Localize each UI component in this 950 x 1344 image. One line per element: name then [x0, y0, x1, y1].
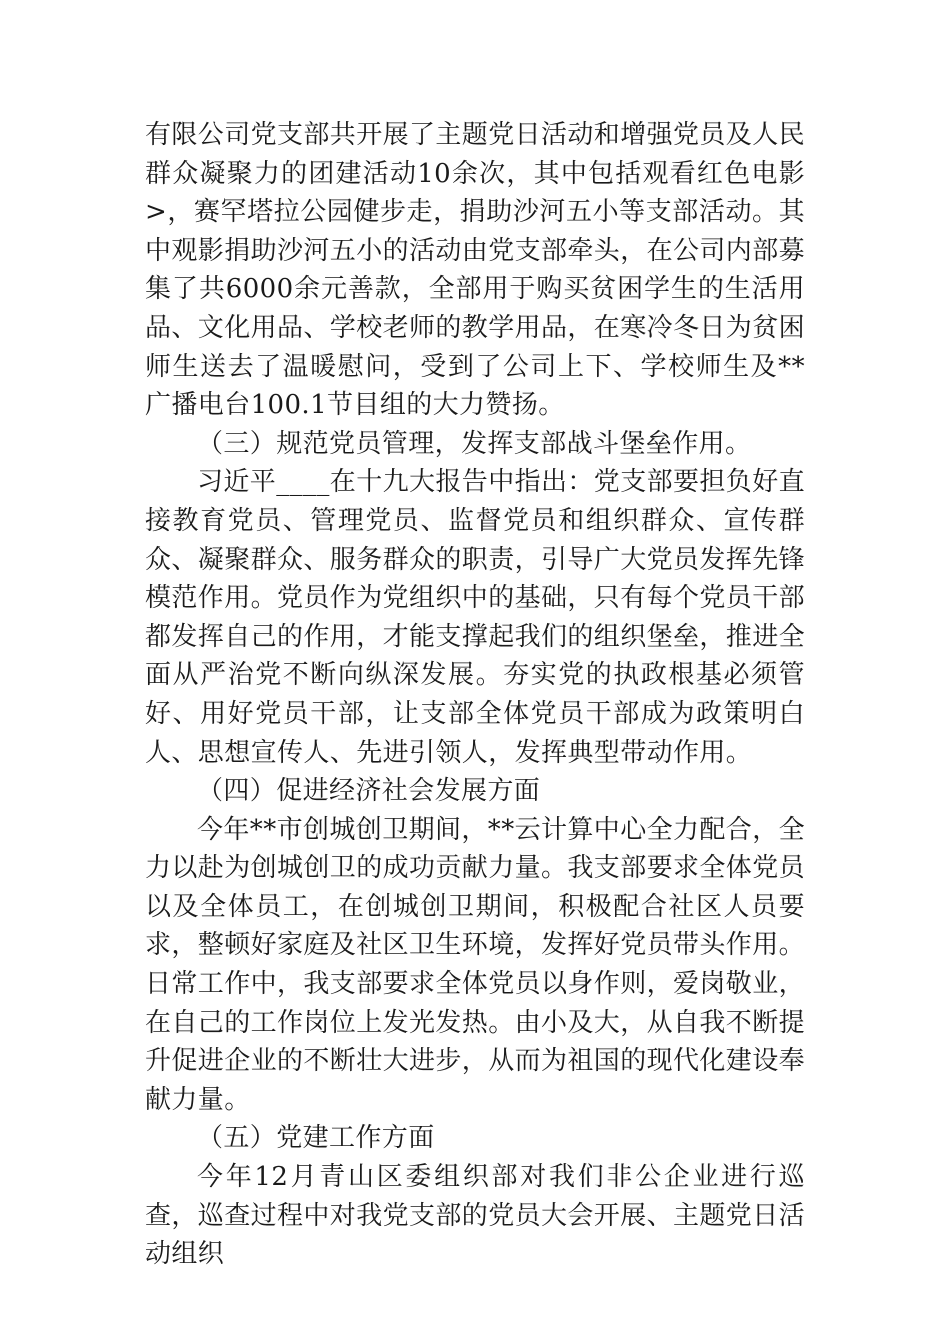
paragraph-party-building-inspection: 今年12月青山区委组织部对我们非公企业进行巡查，巡查过程中对我党支部的党员大会开展、主题党日活动组织 — [145, 1162, 806, 1270]
paragraph-economic-development: 今年**市创城创卫期间，**云计算中心全力配合，全力以赴为创城创卫的成功贡献力量。我支部要求全体党员以及全体员工，在创城创卫期间，积极配合社区人员要求，整顿好家庭及社区卫生环境，发挥好党员带头作用。日常工作中，我支部要求全体党员以身作则，爱岗敬业，在自己的工作岗位上发光发热。由小及大，从自我不断提升促进企业的不断壮大进步，从而为祖国的现代化建设奉献力量。 — [145, 814, 806, 1115]
paragraph-public-welfare-activities: 有限公司党支部共开展了主题党日活动和增强党员及人民群众凝聚力的团建活动10余次，其中包括观看红色电影>，赛罕塔拉公园健步走，捐助沙河五小等支部活动。其中观影捐助沙河五小的活动由党支部牵头，在公司内部募集了共6000余元善款，全部用于购买贫困学生的生活用品、文化用品、学校老师的教学用品，在寒冷冬日为贫困师生送去了温暖慰问，受到了公司上下、学校师生及**广播电台100.1节目组的大力赞扬。 — [145, 120, 806, 421]
document-body — [145, 116, 805, 1274]
section-heading-5: （五）党建工作方面 — [197, 1123, 435, 1154]
section-heading-4: （四）促进经济社会发展方面 — [197, 776, 541, 807]
paragraph-member-management: 习近平____在十九大报告中指出：党支部要担负好直接教育党员、管理党员、监督党员和组织群众、宣传群众、凝聚群众、服务群众的职责，引导广大党员发挥先锋模范作用。党员作为党组织中的基础，只有每个党员干部都发挥自己的作用，才能支撑起我们的组织堡垒，推进全面从严治党不断向纵深发展。夯实党的执政根基必须管好、用好党员干部，让支部全体党员干部成为政策明白人、思想宣传人、先进引领人，发挥典型带动作用。 — [145, 467, 806, 768]
section-heading-3: （三）规范党员管理，发挥支部战斗堡垒作用。 — [197, 428, 752, 459]
